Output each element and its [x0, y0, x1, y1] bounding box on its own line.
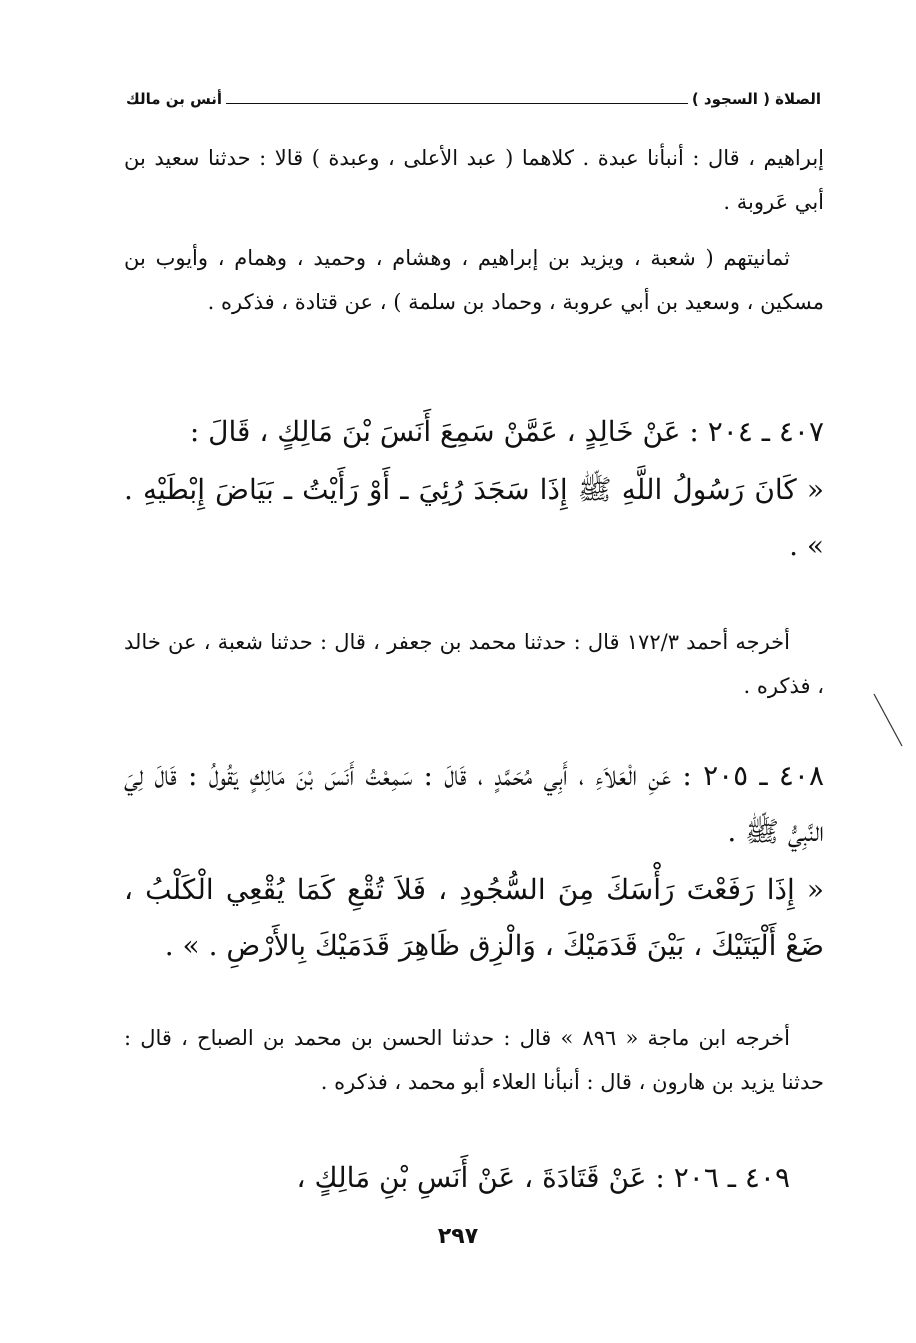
hadith-408-intro: ٤٠٨ ـ ٢٠٥ : عَنِ الْعَلاَءِ ، أَبِي مُحَمَّدٍ ، قَالَ : سَمِعْتُ أَنَسَ بْنَ مَالِكٍ يَقُولُ : قَالَ لِيَ النَّبِيُّ ﷺ . — [124, 759, 824, 848]
header-rule — [226, 103, 688, 104]
hadith-408-takhrij: أخرجه ابن ماجة « ٨٩٦ » قال : حدثنا الحسن بن محمد بن الصباح ، قال : حدثنا يزيد بن هارون ، قال : أنبأنا العلاء أبو محمد ، فذكره . — [124, 1026, 824, 1094]
hadith-407-takhrij: أخرجه أحمد ١٧٢/٣ قال : حدثنا محمد بن جعفر ، قال : حدثنا شعبة ، عن خالد ، فذكره . — [124, 630, 824, 698]
hadith-407-text: « كَانَ رَسُولُ اللَّهِ ﷺ إِذَا سَجَدَ رُئِيَ ـ أَوْ رَأَيْتُ ـ بَيَاضَ إِبْطَيْهِ . » . — [124, 473, 824, 562]
header-chapter-title: الصلاة ( السجود ) — [691, 90, 821, 108]
running-header — [126, 86, 821, 112]
margin-pen-mark — [868, 690, 908, 750]
paragraph-isnad-continuation: إبراهيم ، قال : أنبأنا عبدة . كلاهما ( عبد الأعلى ، وعبدة ) قالا : حدثنا سعيد بن أبي عَروبة . — [124, 146, 824, 214]
paragraph-eight-narrators: ثمانيتهم ( شعبة ، ويزيد بن إبراهيم ، وهشام ، وحميد ، وهمام ، وأيوب بن مسكين ، وسعيد بن أبي عروبة ، وحماد بن سلمة ) ، عن قتادة ، فذكره . — [124, 246, 824, 314]
hadith-407-intro: ٤٠٧ ـ ٢٠٤ : عَنْ خَالِدٍ ، عَمَّنْ سَمِعَ أَنَسَ بْنَ مَالِكٍ ، قَالَ : — [189, 415, 824, 448]
header-narrator-name: أنس بن مالك — [126, 90, 223, 108]
hadith-409-intro: ٤٠٩ ـ ٢٠٦ : عَنْ قَتَادَةَ ، عَنْ أَنَسِ بْنِ مَالِكٍ ، — [296, 1161, 790, 1194]
hadith-408-text: « إِذَا رَفَعْتَ رَأْسَكَ مِنَ السُّجُودِ ، فَلاَ تُقْعِ كَمَا يُقْعِي الْكَلْبُ ، ضَعْ أَلْيَتَيْكَ ، بَيْنَ قَدَمَيْكَ ، وَالْزِق ظَاهِرَ قَدَمَيْكَ بِالأَرْضِ . » . — [124, 873, 824, 962]
page-number: ٢٩٧ — [437, 1224, 479, 1249]
